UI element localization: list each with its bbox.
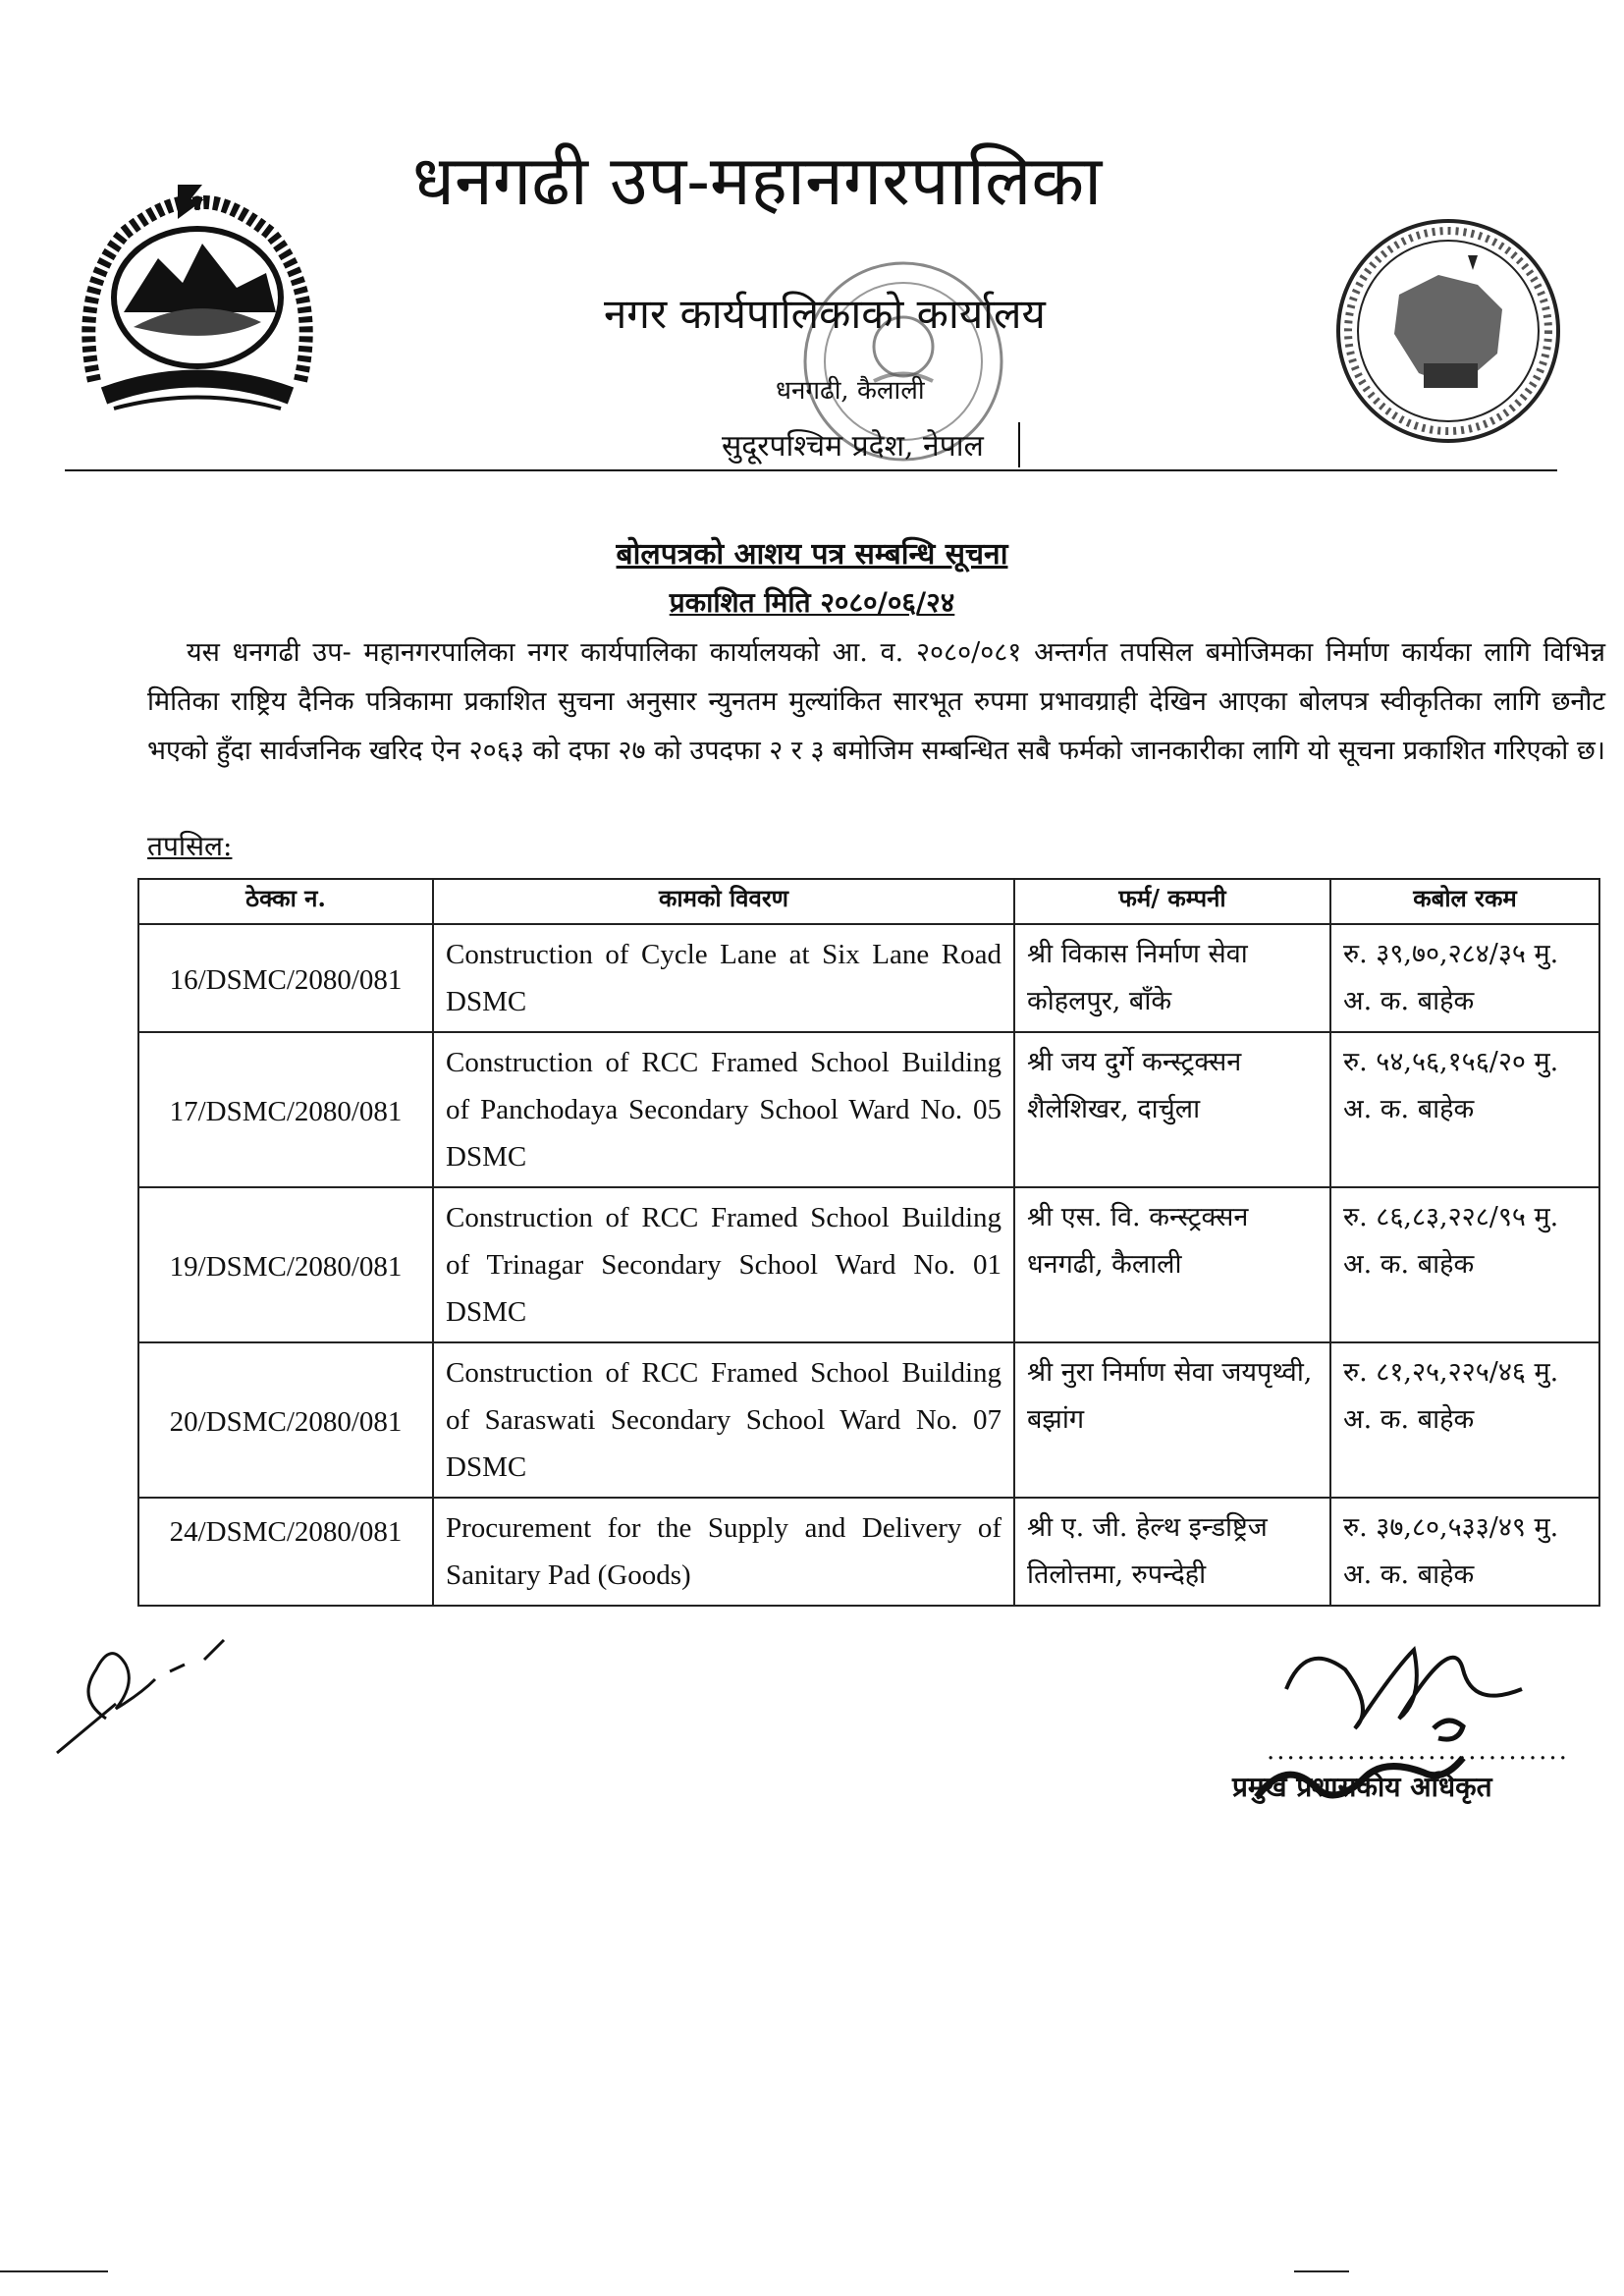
header-divider xyxy=(65,469,1557,471)
table-header-row xyxy=(138,879,1599,924)
office-location: धनगढी, कैलाली xyxy=(776,376,925,406)
work-description: Construction of RCC Framed School Building of Panchodaya Secondary School Ward No. 05 DSMC xyxy=(433,1032,1014,1187)
firm-name: श्री ए. जी. हेल्थ इन्डष्ट्रिज तिलोत्तमा, रुपन्देही xyxy=(1014,1498,1330,1606)
municipality-title: धनगढी उप-महानगरपालिका xyxy=(412,140,1103,221)
office-subtitle: नगर कार्यपालिकाको कार्यालय xyxy=(604,290,1046,338)
work-description: Construction of Cycle Lane at Six Lane Road DSMC xyxy=(433,924,1014,1032)
details-label: तपसिल: xyxy=(147,830,233,862)
firm-name: श्री एस. वि. कन्स्ट्रक्सन धनगढी, कैलाली xyxy=(1014,1187,1330,1342)
notice-published-date xyxy=(0,583,1624,621)
initials-signature xyxy=(47,1611,244,1758)
table-row xyxy=(138,1187,1599,1342)
work-description: Procurement for the Supply and Delivery of Sanitary Pad (Goods) xyxy=(433,1498,1014,1606)
header-work-description: कामको विवरण xyxy=(433,879,1014,924)
notice-title xyxy=(0,532,1624,573)
firm-name: श्री नुरा निर्माण सेवा जयपृथ्वी, बझांग xyxy=(1014,1342,1330,1498)
firm-name: श्री जय दुर्गे कन्स्ट्रक्सन शैलेशिखर, दार्चुला xyxy=(1014,1032,1330,1187)
province-bar xyxy=(1018,422,1020,467)
contract-number: 16/DSMC/2080/081 xyxy=(138,924,433,1032)
notice-body: यस धनगढी उप- महानगरपालिका नगर कार्यपालिका कार्यालयको आ. व. २०८०/०८१ अन्तर्गत तपसिल बमोजिमका निर्माण कार्यका लागि विभिन्न मितिका राष्ट्रिय दैनिक पत्रिकामा प्रकाशित सुचना अनुसार न्युनतम मुल्यांकित सारभूत रुपमा प्रभावग्राही देखिन आएका बोलपत्र स्वीकृतिका लागि छनौट भएको हुँदा सार्वजनिक खरिद ऐन २०६३ को दफा २७ को उपदफा २ र ३ बमोजिम सम्बन्धित सबै फर्मको जानकारीका लागि यो सूचना प्रकाशित गरिएको छ। xyxy=(147,637,1605,766)
footer-mark xyxy=(1294,2270,1349,2272)
work-description: Construction of RCC Framed School Building of Trinagar Secondary School Ward No. 01 DSMC xyxy=(433,1187,1014,1342)
header-contract-no: ठेक्का न. xyxy=(138,879,433,924)
header-bid-amount: कबोल रकम xyxy=(1330,879,1599,924)
notice-date-text: प्रकाशित मिति २०८०/०६/२४ xyxy=(669,586,955,619)
bid-amount: रु. ८१,२५,२२५/४६ मु. अ. क. बाहेक xyxy=(1330,1342,1599,1498)
nepal-emblem-icon xyxy=(65,175,330,420)
officer-title: प्रमुख प्रशासकीय अधिकृत xyxy=(1232,1771,1492,1803)
footer-mark xyxy=(0,2270,108,2272)
table-row xyxy=(138,1342,1599,1498)
signature-line: .............................. xyxy=(1267,1736,1569,1766)
municipality-seal-icon xyxy=(1330,216,1566,447)
office-province: सुदूरपश्चिम प्रदेश, नेपाल xyxy=(722,429,984,464)
contract-number: 24/DSMC/2080/081 xyxy=(138,1498,433,1606)
officer-signature xyxy=(1227,1611,1581,1856)
bid-amount: रु. ३९,७०,२८४/३५ मु. अ. क. बाहेक xyxy=(1330,924,1599,1032)
bid-amount: रु. ३७,८०,५३३/४९ मु. अ. क. बाहेक xyxy=(1330,1498,1599,1606)
contract-table xyxy=(137,878,1600,1607)
table-row xyxy=(138,924,1599,1032)
header-firm: फर्म/ कम्पनी xyxy=(1014,879,1330,924)
notice-title-text: बोलपत्रको आशय पत्र सम्बन्धि सूचना xyxy=(616,537,1008,572)
contract-number: 20/DSMC/2080/081 xyxy=(138,1342,433,1498)
contract-number: 17/DSMC/2080/081 xyxy=(138,1032,433,1187)
bid-amount: रु. ८६,८३,२२८/९५ मु. अ. क. बाहेक xyxy=(1330,1187,1599,1342)
table-row xyxy=(138,1498,1599,1606)
bid-amount: रु. ५४,५६,१५६/२० मु. अ. क. बाहेक xyxy=(1330,1032,1599,1187)
contract-number: 19/DSMC/2080/081 xyxy=(138,1187,433,1342)
table-row xyxy=(138,1032,1599,1187)
work-description: Construction of RCC Framed School Building of Saraswati Secondary School Ward No. 07 DSMC xyxy=(433,1342,1014,1498)
firm-name: श्री विकास निर्माण सेवा कोहलपुर, बाँके xyxy=(1014,924,1330,1032)
